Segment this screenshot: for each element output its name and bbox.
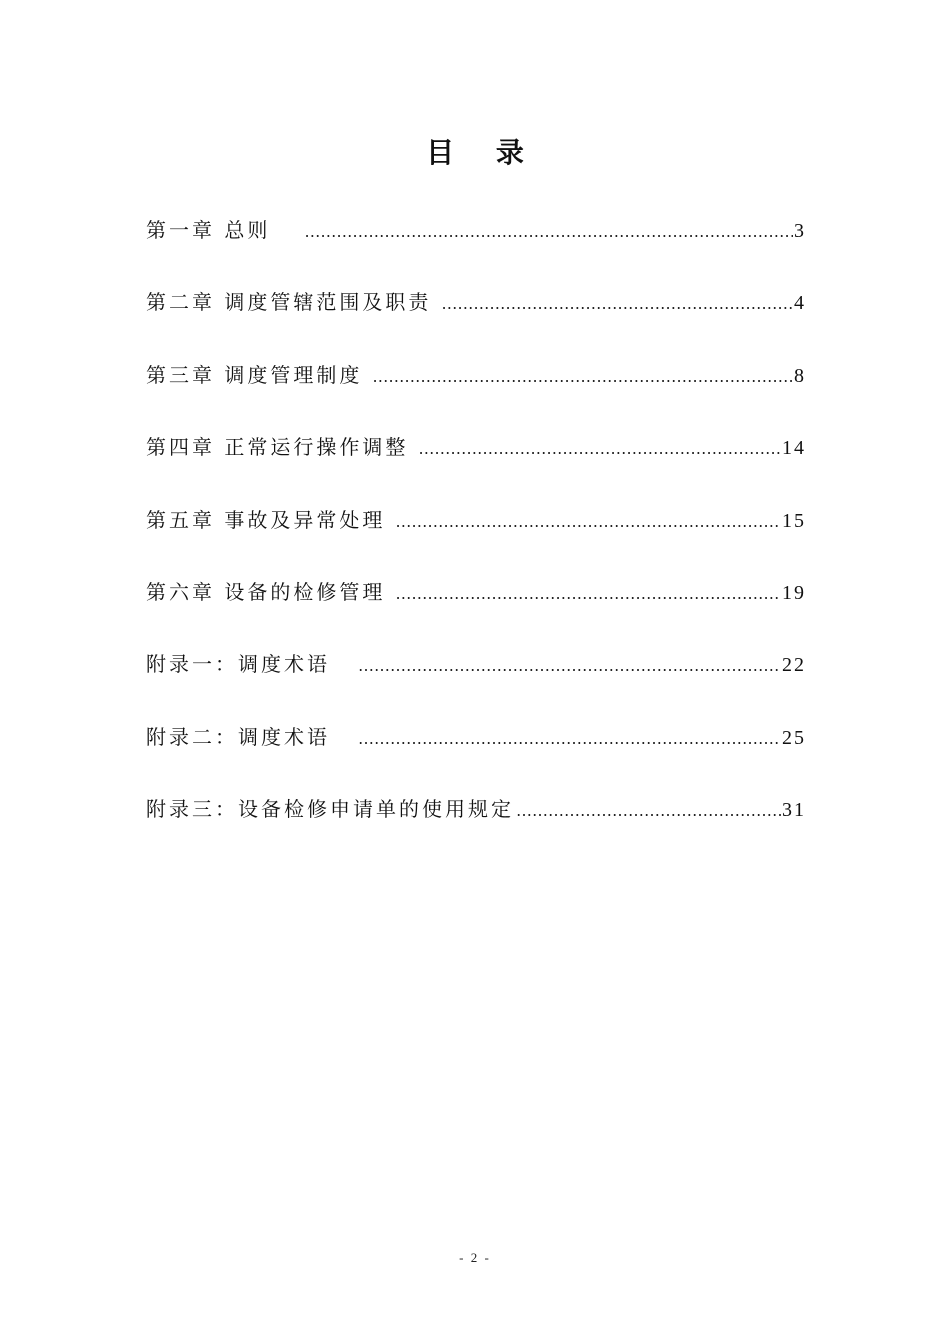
- toc-entry-page-number: 15: [782, 509, 806, 532]
- toc-entry-page-number: 3: [794, 220, 806, 242]
- table-of-contents: [146, 210, 806, 862]
- toc-entry-page-number: 8: [794, 364, 806, 387]
- toc-entry-page-number: 14: [782, 437, 806, 460]
- toc-entry-chapter-6[interactable]: [146, 572, 806, 644]
- toc-entry-label: 第六章 设备的检修管理: [146, 579, 386, 604]
- toc-entry-page-number: 31: [782, 799, 806, 822]
- toc-entry-appendix-1[interactable]: [146, 644, 806, 716]
- toc-entry-chapter-1[interactable]: [146, 210, 806, 282]
- toc-entry-chapter-4[interactable]: [146, 427, 806, 499]
- toc-title: 目 录: [426, 136, 540, 169]
- toc-entry-chapter-5[interactable]: [146, 500, 806, 572]
- toc-entry-label: 第三章 调度管理制度: [146, 362, 363, 387]
- toc-entry-label: 附录三：设备检修申请单的使用规定: [146, 797, 514, 822]
- toc-entry-page-number: 19: [782, 581, 806, 604]
- toc-dot-leader: [395, 502, 781, 542]
- toc-entry-label: 附录一：调度术语: [146, 652, 330, 677]
- toc-entry-page-number: 4: [794, 292, 806, 315]
- toc-entry-appendix-2[interactable]: [146, 717, 806, 789]
- toc-dot-leader: [441, 284, 793, 324]
- toc-dot-leader: [418, 429, 781, 469]
- toc-dot-leader: [358, 719, 781, 759]
- toc-entry-chapter-3[interactable]: [146, 355, 806, 427]
- toc-entry-page-number: 25: [782, 726, 806, 749]
- toc-entry-label: 第四章 正常运行操作调整: [146, 435, 409, 460]
- toc-entry-label: 附录二：调度术语: [146, 724, 330, 749]
- toc-entry-chapter-2[interactable]: [146, 282, 806, 354]
- toc-dot-leader: [304, 212, 793, 252]
- toc-entry-page-number: 22: [782, 654, 806, 677]
- toc-entry-label: 第二章 调度管辖范围及职责: [146, 290, 432, 315]
- toc-dot-leader: [358, 646, 781, 686]
- toc-entry-label: 第五章 事故及异常处理: [146, 507, 386, 532]
- toc-entry-label: 第一章 总则: [146, 218, 271, 242]
- toc-dot-leader: [395, 574, 781, 614]
- toc-dot-leader: [516, 791, 781, 831]
- toc-dot-leader: [372, 357, 793, 397]
- toc-entry-appendix-3[interactable]: [146, 789, 806, 861]
- page-number-footer: - 2 -: [459, 1250, 491, 1265]
